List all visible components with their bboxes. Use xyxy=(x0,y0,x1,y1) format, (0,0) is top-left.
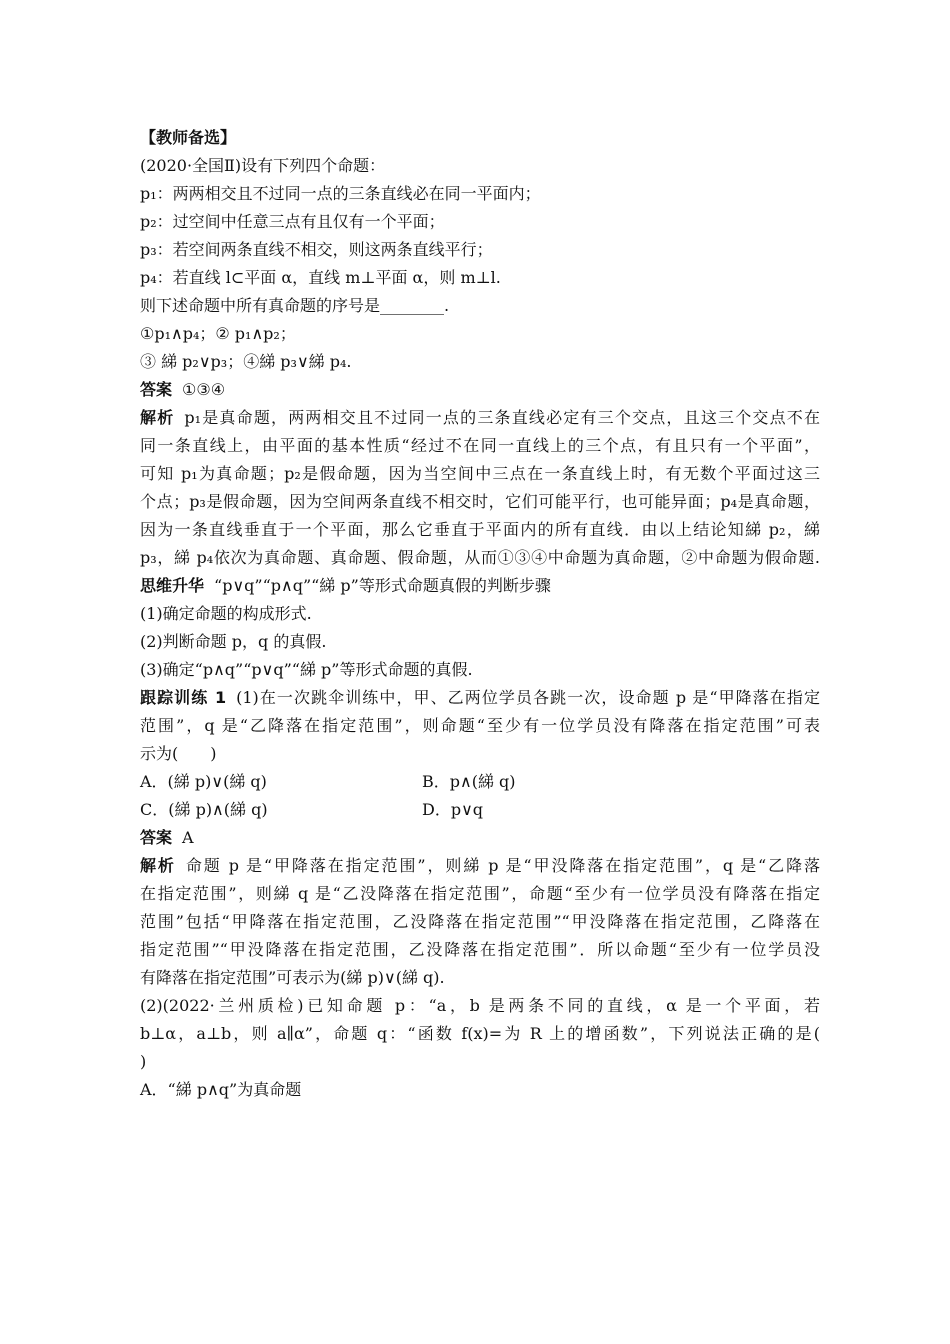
training-text: (1)在一次跳伞训练中，甲、乙两位学员各跳一次，设命题 p 是“甲降落在指定 xyxy=(236,688,820,707)
problem1-analysis-line-3: 可知 p₁为真命题；p₂是假命题，因为当空间中三点在一条直线上时，有无数个平面过这三 xyxy=(140,464,820,483)
thinking-heading xyxy=(140,572,820,600)
problem1-analysis-line-4: 个点；p₃是假命题，因为空间两条直线不相交时，它们可能平行，也可能异面；p₄是真命题， xyxy=(140,492,820,511)
analysis-label: 解析 xyxy=(140,408,175,427)
training-answer xyxy=(140,824,820,852)
problem2-option-a: A．“綈 p∧q”为真命题 xyxy=(140,1080,302,1099)
problem2-line-3: ) xyxy=(140,1052,147,1071)
training-question-line-2: 范围”，q 是“乙降落在指定范围”，则命题“至少有一位学员没有降落在指定范围”可表 xyxy=(140,716,820,735)
problem1-answer xyxy=(140,376,820,404)
training-question-line-1 xyxy=(140,684,820,712)
option-b: B．p∧(綈 q) xyxy=(422,772,516,791)
option-d: D．p∨q xyxy=(422,800,484,819)
analysis-text: p₁是真命题，两两相交且不过同一点的三条直线必定有三个交点，且这三个交点不在 xyxy=(184,408,820,427)
problem1-analysis-line-2: 同一条直线上，由平面的基本性质“经过不在同一直线上的三个点，有且只有一个平面”， xyxy=(140,436,820,455)
analysis-label: 解析 xyxy=(140,856,176,875)
thinking-label: 思维升华 xyxy=(140,576,205,595)
training-label: 跟踪训练 1 xyxy=(140,688,227,707)
problem1-choices-2: ③ 綈 p₂∨p₃；④綈 p₃∨綈 p₄. xyxy=(140,352,352,371)
training-analysis-line-2: 在指定范围”，则綈 q 是“乙没降落在指定范围”，命题“至少有一位学员没有降落在指定 xyxy=(140,884,820,903)
option-c: C．(綈 p)∧(綈 q) xyxy=(140,800,268,819)
problem1-intro: (2020·全国Ⅱ)设有下列四个命题： xyxy=(140,156,386,175)
problem1-analysis-line-6: p₃，綈 p₄依次为真命题、真命题、假命题，从而①③④中命题为真命题，②中命题为假命题. xyxy=(140,548,820,567)
answer-label: 答案 xyxy=(140,828,173,847)
thinking-step-3: (3)确定“p∧q”“p∨q”“綈 p”等形式命题的真假. xyxy=(140,660,473,679)
answer-label: 答案 xyxy=(140,380,173,399)
thinking-step-1: (1)确定命题的构成形式. xyxy=(140,604,312,623)
analysis-text: 命题 p 是“甲降落在指定范围”，则綈 p 是“甲没降落在指定范围”，q 是“乙降落 xyxy=(185,856,820,875)
training-analysis-line-1 xyxy=(140,852,820,880)
options-row-2 xyxy=(140,796,820,824)
options-row-1 xyxy=(140,768,820,796)
problem2-line-1: (2)(2022·兰州质检)已知命题 p：“a，b 是两条不同的直线，α 是一个平面，若 xyxy=(140,996,820,1015)
proposition-p2: p₂：过空间中任意三点有且仅有一个平面； xyxy=(140,212,445,231)
training-analysis-line-4: 指定范围”“甲没降落在指定范围，乙没降落在指定范围”．所以命题“至少有一位学员没 xyxy=(140,940,820,959)
problem1-question: 则下述命题中所有真命题的序号是________. xyxy=(140,296,450,315)
answer-value: A xyxy=(182,828,194,847)
training-analysis-line-3: 范围”包括“甲降落在指定范围，乙没降落在指定范围”“甲没降落在指定范围，乙降落在 xyxy=(140,912,820,931)
training-analysis-line-5: 有降落在指定范围”可表示为(綈 p)∨(綈 q). xyxy=(140,968,445,987)
proposition-p3: p₃：若空间两条直线不相交，则这两条直线平行； xyxy=(140,240,493,259)
section-title: 【教师备选】 xyxy=(140,128,237,147)
problem2-line-2: b⊥α，a⊥b，则 a∥α”，命题 q：“函数 f(x)=为 R 上的增函数”，下列说法正确的是( xyxy=(140,1024,820,1043)
problem1-choices-1: ①p₁∧p₄；② p₁∧p₂； xyxy=(140,324,296,343)
training-question-line-3: 示为( ) xyxy=(140,744,217,763)
answer-value: ①③④ xyxy=(182,380,226,399)
option-a: A．(綈 p)∨(綈 q) xyxy=(140,772,267,791)
proposition-p4: p₄：若直线 l⊂平面 α，直线 m⊥平面 α，则 m⊥l. xyxy=(140,268,501,287)
problem1-analysis-line-5: 因为一条直线垂直于一个平面，那么它垂直于平面内的所有直线．由以上结论知綈 p₂，綈 xyxy=(140,520,820,539)
proposition-p1: p₁：两两相交且不过同一点的三条直线必在同一平面内； xyxy=(140,184,541,203)
document-body xyxy=(140,124,820,1104)
thinking-title: “p∨q”“p∧q”“綈 p”等形式命题真假的判断步骤 xyxy=(214,576,551,595)
problem1-analysis-line-1 xyxy=(140,404,820,432)
thinking-step-2: (2)判断命题 p，q 的真假. xyxy=(140,632,327,651)
